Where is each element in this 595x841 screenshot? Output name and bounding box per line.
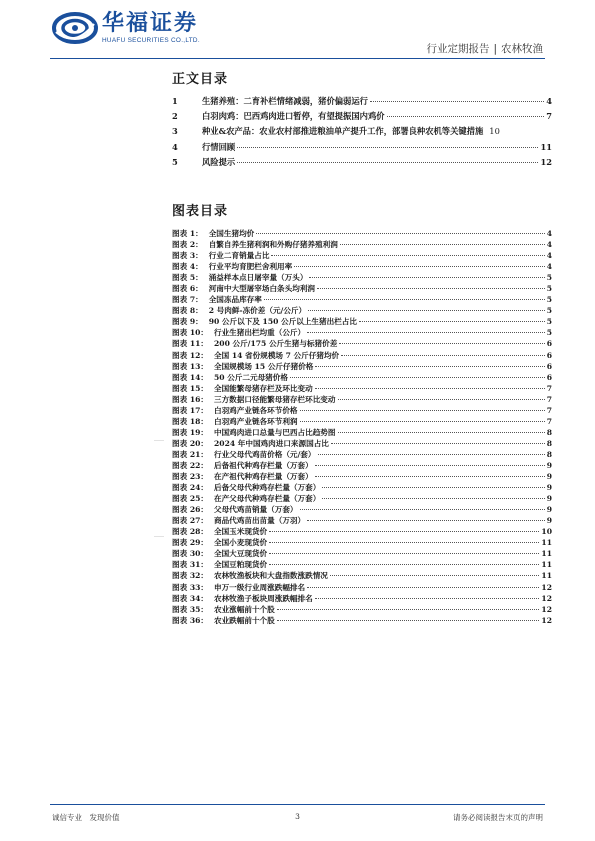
figure-entry[interactable] xyxy=(172,294,552,305)
figure-entry-number: 图表 21： xyxy=(172,449,208,459)
dot-leader xyxy=(269,531,539,532)
figure-entry-page: 4 xyxy=(546,240,552,250)
figure-entry-page: 12 xyxy=(541,604,552,614)
figure-entry-number: 图表 26： xyxy=(172,505,208,515)
header-separator: | xyxy=(493,43,497,55)
figure-entry-page: 7 xyxy=(546,416,552,426)
dot-leader xyxy=(318,454,545,455)
figure-entry-label: 50 公斤二元母猪价格 xyxy=(214,372,288,382)
figure-entry-label: 三方数据口径能繁母猪存栏环比变动 xyxy=(214,394,336,404)
figure-entry-page: 9 xyxy=(546,494,552,504)
dot-leader xyxy=(315,465,545,466)
dot-leader xyxy=(315,366,544,367)
figure-entry-label: 行业生猪出栏均重（公斤） xyxy=(214,328,306,338)
toc-entry-number: 2 xyxy=(172,110,178,121)
figure-entry-label: 自繁自养生猪利润和外购仔猪养殖利润 xyxy=(208,240,338,250)
figure-entry-label: 90 公斤以下及 150 公斤以上生猪出栏占比 xyxy=(208,317,357,327)
figure-entry-page: 5 xyxy=(546,328,552,338)
footer-slogan: 诚信专业 发现价值 xyxy=(52,813,120,822)
footer-disclaimer: 请务必阅读报告末页的声明 xyxy=(453,813,543,822)
figure-entry-label: 农业涨幅前十个股 xyxy=(214,604,275,614)
figure-entry[interactable] xyxy=(172,361,552,372)
figure-entry-label: 行业平均育肥栏舍利用率 xyxy=(208,262,293,272)
toc-entry-label: 风险提示 xyxy=(202,156,236,167)
dot-leader xyxy=(307,520,545,521)
figure-entry-number: 图表 18： xyxy=(172,416,208,426)
dot-leader xyxy=(338,399,545,400)
figure-entry[interactable] xyxy=(172,482,552,493)
figure-entry-page: 5 xyxy=(546,295,552,305)
figure-entry-label: 在产父母代种鸡存栏量（万套） xyxy=(214,494,321,504)
figure-entry-page: 9 xyxy=(546,460,552,470)
figure-entry-label: 全国能繁母猪存栏及环比变动 xyxy=(214,383,313,393)
toc-entry[interactable] xyxy=(172,95,552,110)
dot-leader xyxy=(290,377,545,378)
figure-entry-number: 图表 16： xyxy=(172,394,208,404)
figure-entry-label: 全国 14 省份规模场 7 公斤仔猪均价 xyxy=(214,350,340,360)
figure-entry[interactable] xyxy=(172,526,552,537)
toc-entry-number: 5 xyxy=(172,156,178,167)
toc-entry-label: 种业&农产品：农业农村部推进粮油单产提升工作，部署良种农机等关键措施 xyxy=(202,126,484,136)
figure-entry-number: 图表 10： xyxy=(172,328,208,338)
figure-entry-page: 9 xyxy=(546,483,552,493)
figure-entry-page: 5 xyxy=(546,317,552,327)
figure-entry-page: 4 xyxy=(546,251,552,261)
figure-entry-number: 图表 4： xyxy=(172,262,203,272)
figure-entry[interactable] xyxy=(172,283,552,294)
figure-entry[interactable] xyxy=(172,228,552,239)
figure-entry-page: 12 xyxy=(541,615,552,625)
figure-entry[interactable] xyxy=(172,350,552,361)
figure-entry-page: 9 xyxy=(546,516,552,526)
dot-leader xyxy=(269,553,539,554)
toc-title: 正文目录 xyxy=(172,72,229,87)
dot-leader xyxy=(315,388,545,389)
figure-entry-page: 9 xyxy=(546,505,552,515)
dot-leader xyxy=(315,476,545,477)
figure-entry[interactable] xyxy=(172,570,552,581)
figure-entry[interactable] xyxy=(172,405,552,416)
dot-leader xyxy=(300,509,545,510)
figure-entry[interactable] xyxy=(172,239,552,250)
dot-leader xyxy=(387,116,545,117)
dot-leader xyxy=(331,443,545,444)
figure-entry-page: 11 xyxy=(541,549,552,559)
figure-entry[interactable] xyxy=(172,416,552,427)
toc-list xyxy=(172,95,552,170)
dot-leader xyxy=(256,233,544,234)
figure-entry[interactable] xyxy=(172,582,552,593)
dot-leader xyxy=(277,609,540,610)
figure-entry-page: 11 xyxy=(541,560,552,570)
dot-leader xyxy=(315,598,540,599)
figure-entry[interactable] xyxy=(172,604,552,615)
figure-entry-number: 图表 36： xyxy=(172,615,208,625)
figure-entry-label: 涌益样本点日屠宰量（万头） xyxy=(208,273,308,283)
dot-leader xyxy=(370,101,544,102)
dot-leader xyxy=(322,487,544,488)
figure-entry[interactable] xyxy=(172,438,552,449)
report-category xyxy=(426,41,543,56)
figure-entry-page: 5 xyxy=(546,306,552,316)
figures-title: 图表目录 xyxy=(172,204,229,219)
toc-entry[interactable] xyxy=(172,124,552,138)
figure-entry-number: 图表 30： xyxy=(172,549,208,559)
figure-entry[interactable] xyxy=(172,394,552,405)
figure-entry-number: 图表 2： xyxy=(172,240,203,250)
huafu-logo-icon xyxy=(52,12,98,44)
figure-entry-number: 图表 31： xyxy=(172,560,208,570)
figure-entry-number: 图表 22： xyxy=(172,460,208,470)
footer-rule xyxy=(50,804,545,805)
dot-leader xyxy=(338,432,545,433)
figure-entry[interactable] xyxy=(172,548,552,559)
figure-entry-label: 农林牧渔子板块周涨跌幅排名 xyxy=(214,593,313,603)
figure-entry[interactable] xyxy=(172,372,552,383)
dot-leader xyxy=(308,310,545,311)
figure-entry-label: 200 公斤/175 公斤生猪与标猪价差 xyxy=(214,339,338,349)
dot-leader xyxy=(237,147,538,148)
figure-entry-label: 后备父母代种鸡存栏量（万套） xyxy=(214,483,321,493)
figure-entry-page: 4 xyxy=(546,262,552,272)
figure-entry-label: 2 号肉鲜-冻价差（元/公斤） xyxy=(208,306,307,316)
figure-entry[interactable] xyxy=(172,537,552,548)
toc-entry[interactable] xyxy=(172,156,552,171)
dot-leader xyxy=(322,498,544,499)
figure-entry[interactable] xyxy=(172,559,552,570)
figure-entry[interactable] xyxy=(172,493,552,504)
toc-entry-label: 行情回顾 xyxy=(202,142,236,152)
figure-entry-page: 7 xyxy=(546,405,552,415)
figure-entry-label: 白羽鸡产业链各环节利润 xyxy=(214,416,298,426)
page-number: 3 xyxy=(295,812,300,821)
figure-entry-page: 8 xyxy=(546,427,552,437)
figure-entry-page: 10 xyxy=(541,527,552,537)
figure-entry-number: 图表 1： xyxy=(172,229,203,238)
dot-leader xyxy=(341,355,545,356)
figure-entry-page: 6 xyxy=(546,361,552,371)
figure-entry[interactable] xyxy=(172,593,552,604)
dot-leader xyxy=(307,332,545,333)
figure-entry-label: 全国豆粕现货价 xyxy=(214,560,268,570)
figure-entry[interactable] xyxy=(172,449,552,460)
figure-entry-label: 行业二育销量占比 xyxy=(208,251,270,261)
dot-leader xyxy=(277,620,540,621)
figure-entry[interactable] xyxy=(172,316,552,327)
figure-entry[interactable] xyxy=(172,383,552,394)
dot-leader xyxy=(307,587,539,588)
figure-entry[interactable] xyxy=(172,327,552,338)
figure-entry-page: 9 xyxy=(546,472,552,482)
figure-entry-label: 河南中大型屠宰场白条头均利润 xyxy=(208,284,316,294)
figure-entry-page: 12 xyxy=(541,593,552,603)
figure-entry-number: 图表 11： xyxy=(172,339,208,349)
figure-entry-label: 在产祖代种鸡存栏量（万套） xyxy=(214,472,313,482)
toc-entry-number: 4 xyxy=(172,142,178,152)
figure-entry[interactable] xyxy=(172,338,552,349)
figure-entry-label: 全国生猪均价 xyxy=(208,229,255,238)
toc-entry[interactable] xyxy=(172,141,552,156)
dot-leader xyxy=(309,277,544,278)
dot-leader xyxy=(237,162,538,163)
figure-entry-page: 5 xyxy=(546,273,552,283)
dot-leader xyxy=(300,410,545,411)
figure-entry-label: 父母代鸡苗销量（万套） xyxy=(214,505,298,515)
figure-entry-number: 图表 29： xyxy=(172,538,208,548)
figure-entry-number: 图表 17： xyxy=(172,405,208,415)
figure-entry-label: 农业跌幅前十个股 xyxy=(214,615,275,625)
figure-entry[interactable] xyxy=(172,250,552,261)
figure-entry-number: 图表 8： xyxy=(172,306,203,316)
figure-entry-page: 5 xyxy=(546,284,552,294)
figure-entry-label: 全国玉米现货价 xyxy=(214,527,268,537)
toc-entry-page: 4 xyxy=(546,96,552,106)
figure-entry-page: 6 xyxy=(546,339,552,349)
figure-entry[interactable] xyxy=(172,305,552,316)
dot-leader xyxy=(340,244,545,245)
header-rule xyxy=(50,58,545,59)
dot-leader xyxy=(339,343,544,344)
figure-entry-label: 白羽鸡产业链各环节价格 xyxy=(214,405,298,415)
figure-entry[interactable] xyxy=(172,504,552,515)
figure-entry-page: 12 xyxy=(541,582,552,592)
dot-leader xyxy=(300,421,545,422)
figure-entry-number: 图表 23： xyxy=(172,472,208,482)
figure-entry[interactable] xyxy=(172,460,552,471)
dot-leader xyxy=(271,255,544,256)
margin-mark xyxy=(154,440,164,441)
figure-list xyxy=(172,228,552,626)
dot-leader xyxy=(330,575,540,576)
figure-entry-page: 8 xyxy=(546,438,552,448)
toc-entry-label: 生猪养殖：二育补栏情绪减弱，猪价偏弱运行 xyxy=(202,96,368,106)
figure-entry-number: 图表 25： xyxy=(172,494,208,504)
toc-entry[interactable] xyxy=(172,110,552,125)
company-name-cn: 华福证券 xyxy=(102,11,199,36)
figure-entry-label: 全国冻品库存率 xyxy=(208,295,262,305)
toc-entry-page: 11 xyxy=(540,142,552,152)
figure-entry-label: 中国鸡肉进口总量与巴西占比趋势图 xyxy=(214,427,336,437)
report-type: 行业定期报告 xyxy=(426,43,490,55)
figure-entry-number: 图表 35： xyxy=(172,604,208,614)
toc-entry-page: 10 xyxy=(489,126,500,136)
figure-entry-page: 11 xyxy=(541,571,552,581)
figure-entry-number: 图表 9： xyxy=(172,317,203,327)
figure-entry-number: 图表 12： xyxy=(172,350,208,360)
toc-entry-number: 3 xyxy=(172,126,178,136)
toc-entry-page: 12 xyxy=(540,156,552,167)
figure-entry-number: 图表 6： xyxy=(172,284,203,294)
figure-entry-page: 7 xyxy=(546,394,552,404)
figure-entry-page: 6 xyxy=(546,350,552,360)
toc-entry-number: 1 xyxy=(172,96,178,106)
dot-leader xyxy=(269,542,539,543)
figure-entry-number: 图表 33： xyxy=(172,582,208,592)
figure-entry-number: 图表 19： xyxy=(172,427,208,437)
dot-leader xyxy=(359,321,545,322)
figure-entry-page: 8 xyxy=(546,449,552,459)
figure-entry-number: 图表 32： xyxy=(172,571,208,581)
figure-entry-label: 行业父母代鸡苗价格（元/套） xyxy=(214,449,316,459)
figure-entry-number: 图表 13： xyxy=(172,361,208,371)
figure-entry-page: 6 xyxy=(546,372,552,382)
figure-entry-number: 图表 20： xyxy=(172,438,208,448)
figure-entry-page: 7 xyxy=(546,383,552,393)
figure-entry[interactable] xyxy=(172,272,552,283)
company-name-en: HUAFU SECURITIES CO.,LTD. xyxy=(102,37,200,44)
figure-entry-page: 11 xyxy=(541,538,552,548)
figure-entry-number: 图表 34： xyxy=(172,593,208,603)
dot-leader xyxy=(317,288,545,289)
figure-entry-number: 图表 7： xyxy=(172,295,203,305)
dot-leader xyxy=(294,266,544,267)
figure-entry-label: 全国小麦现货价 xyxy=(214,538,268,548)
dot-leader xyxy=(264,299,545,300)
figure-entry-label: 后备祖代种鸡存栏量（万套） xyxy=(214,460,313,470)
figure-entry[interactable] xyxy=(172,261,552,272)
figure-entry-label: 全国大豆现货价 xyxy=(214,549,268,559)
toc-entry-page: 7 xyxy=(546,110,552,121)
figure-entry[interactable] xyxy=(172,427,552,438)
figure-entry-number: 图表 14： xyxy=(172,372,208,382)
figure-entry[interactable] xyxy=(172,615,552,626)
figure-entry-label: 2024 年中国鸡肉进口来源国占比 xyxy=(214,438,329,448)
figure-entry-label: 农林牧渔板块和大盘指数涨跌情况 xyxy=(214,571,328,581)
toc-entry-label: 白羽肉鸡：巴西鸡肉进口暂停，有望提振国内鸡价 xyxy=(202,110,385,121)
report-sector: 农林牧渔 xyxy=(501,43,543,55)
figure-entry-number: 图表 28： xyxy=(172,527,208,537)
figure-entry[interactable] xyxy=(172,515,552,526)
figure-entry-label: 商品代鸡苗出苗量（万羽） xyxy=(214,516,306,526)
figure-entry-number: 图表 15： xyxy=(172,383,208,393)
figure-entry-number: 图表 24： xyxy=(172,483,208,493)
figure-entry[interactable] xyxy=(172,471,552,482)
figure-entry-label: 全国规模场 15 公斤仔猪价格 xyxy=(214,361,314,371)
figure-entry-number: 图表 3： xyxy=(172,251,203,261)
huafu-logo xyxy=(52,12,200,44)
figure-entry-number: 图表 27： xyxy=(172,516,208,526)
margin-mark xyxy=(154,536,164,537)
figure-entry-page: 4 xyxy=(546,229,552,238)
figure-entry-label: 申万一级行业周涨跌幅排名 xyxy=(214,582,306,592)
figure-entry-number: 图表 5： xyxy=(172,273,203,283)
dot-leader xyxy=(269,564,539,565)
